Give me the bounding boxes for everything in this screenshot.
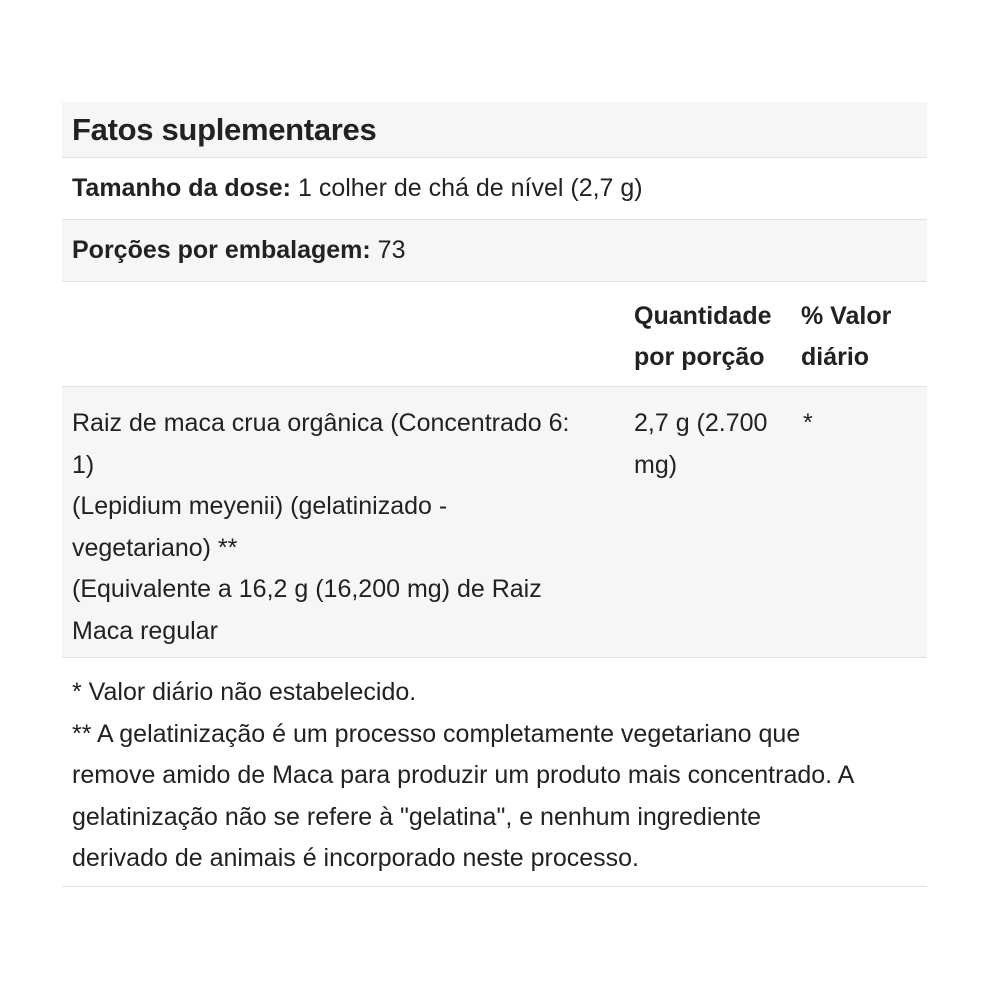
ingredient-amount [634,387,801,657]
footnote-line: * Valor diário não estabelecido. [72,678,417,706]
ingredient-name-line: Raiz de maca crua orgânica (Concentrado 6: [72,409,570,437]
header-amount-line: Quantidade [634,302,772,330]
ingredient-daily-value: * [803,409,813,437]
footnote-line: ** A gelatinização é um processo completamente vegetariano que [72,719,801,748]
footnotes [62,658,927,887]
ingredient-name-line: (Equivalente a 16,2 g (16,200 mg) de Raiz [72,575,542,603]
ingredient-amount-line: mg) [634,450,678,479]
serving-size-row [62,158,927,220]
ingredient-name-line: (Lepidium meyenii) (gelatinizado - [72,492,448,520]
servings-per-container-label: Porções por embalagem: [72,236,371,264]
supplement-facts-panel [62,102,927,887]
table-header-row [62,282,927,387]
header-name [62,282,634,386]
ingredient-name-line: Maca regular [72,616,218,645]
ingredient-amount-line: 2,7 g (2.700 [634,409,768,437]
servings-per-container-value: 73 [377,236,406,264]
table-row [62,387,927,658]
ingredient-name-line: 1) [72,450,95,479]
ingredient-name-line: vegetariano) ** [72,533,238,562]
header-daily-value-line: diário [801,343,870,371]
footnote-line: remove amido de Maca para produzir um produto mais concentrado. A [72,761,855,789]
ingredient-name [62,387,634,657]
header-amount-line: por porção [634,343,765,371]
footnote-line: gelatinização não se refere à "gelatina", e nenhum ingrediente [72,802,762,831]
panel-title: Fatos suplementares [72,111,377,147]
servings-per-container-row [62,220,927,282]
serving-size-value: 1 colher de chá de nível (2,7 g) [297,174,643,202]
footnote-line: derivado de animais é incorporado neste processo. [72,844,640,872]
header-daily-value [801,282,927,386]
serving-size-label: Tamanho da dose: [72,174,292,202]
header-amount [634,282,801,386]
panel-header [62,102,927,158]
header-daily-value-line: % Valor [801,302,892,330]
